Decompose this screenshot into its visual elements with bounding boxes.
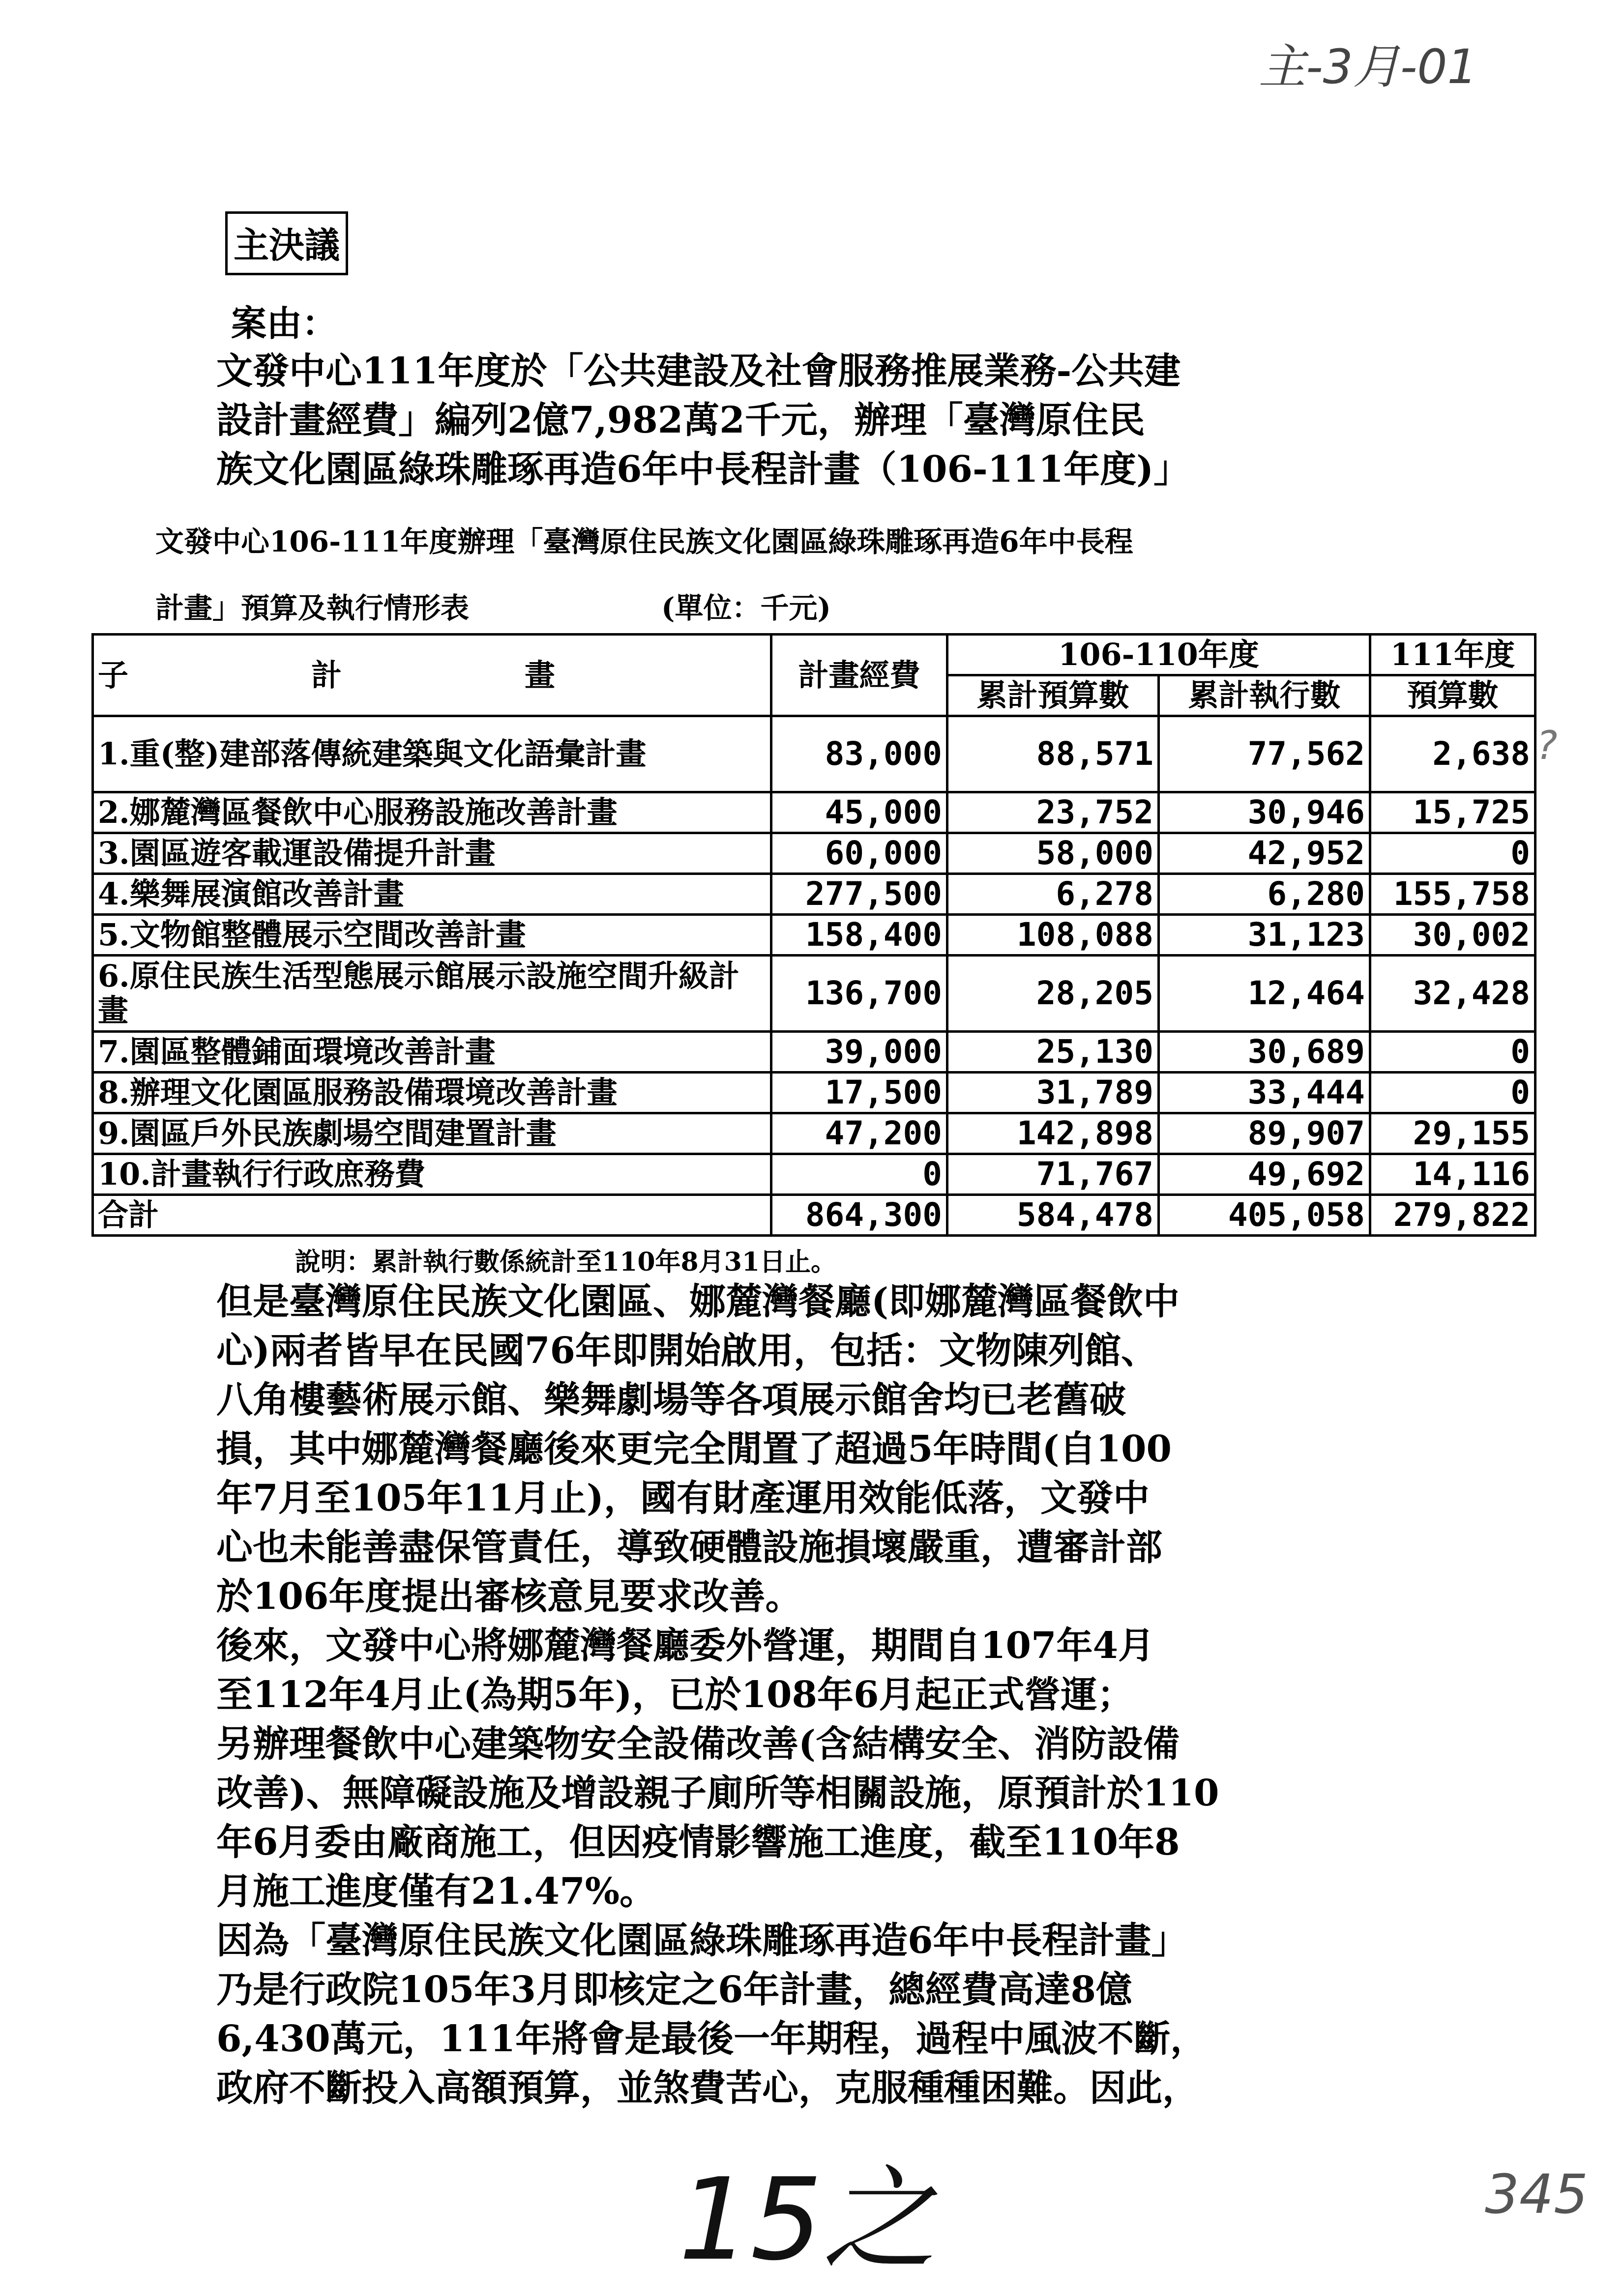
para-line: 八角樓藝術展示館、樂舞劇場等各項展示館舍均已老舊破 <box>216 1379 1126 1421</box>
row-cum-budget: 88,571 <box>947 716 1159 792</box>
header-cum-budget: 累計預算數 <box>947 675 1159 716</box>
table-total-row <box>93 1195 1535 1236</box>
row-cum-budget: 23,752 <box>947 792 1159 833</box>
row-111: 15,725 <box>1370 792 1535 833</box>
table-row <box>93 1113 1535 1154</box>
row-budget: 60,000 <box>771 833 947 874</box>
row-cum-exec: 33,444 <box>1159 1073 1370 1113</box>
table-row <box>93 1154 1535 1195</box>
para-line: 月施工進度僅有21.47%。 <box>216 1870 656 1913</box>
table-row <box>93 1032 1535 1073</box>
case-line: 族文化園區綠珠雕琢再造6年中長程計畫（106-111年度)」 <box>216 448 1190 491</box>
row-name: 8.辦理文化園區服務設備環境改善計畫 <box>93 1073 771 1113</box>
row-name: 2.娜麓灣區餐飲中心服務設施改善計畫 <box>93 792 771 833</box>
para-line: 政府不斷投入高額預算，並煞費苦心，克服種種困難。因此， <box>216 2067 1199 2109</box>
para-line: 另辦理餐飲中心建築物安全設備改善(含結構安全、消防設備 <box>216 1723 1180 1765</box>
row-111: 32,428 <box>1370 956 1535 1032</box>
para-line: 年7月至105年11月止)，國有財產運用效能低落，文發中 <box>216 1477 1150 1519</box>
row-cum-exec: 6,280 <box>1159 874 1370 915</box>
resolution-stamp: 主決議 <box>225 211 348 275</box>
header-111: 111年度 <box>1370 635 1535 675</box>
row-111: 14,116 <box>1370 1154 1535 1195</box>
para-line: 乃是行政院105年3月即核定之6年計畫，總經費高達8億 <box>216 1969 1132 2011</box>
corner-page-number: 345 <box>1485 2163 1588 2226</box>
table-row <box>93 956 1535 1032</box>
row-name: 5.文物館整體展示空間改善計畫 <box>93 915 771 956</box>
row-cum-budget: 28,205 <box>947 956 1159 1032</box>
table-row <box>93 833 1535 874</box>
row-cum-budget: 6,278 <box>947 874 1159 915</box>
paragraph-2 <box>216 1621 1514 1916</box>
case-heading: 案由： <box>231 302 338 344</box>
total-cum-exec: 405,058 <box>1159 1195 1370 1236</box>
row-budget: 45,000 <box>771 792 947 833</box>
table-row <box>93 915 1535 956</box>
para-line: 心也未能善盡保管責任，導致硬體設施損壞嚴重，遭審計部 <box>216 1526 1162 1569</box>
row-111: 29,155 <box>1370 1113 1535 1154</box>
row-budget: 39,000 <box>771 1032 947 1073</box>
header-subplan: 子 計 畫 <box>93 635 771 716</box>
row-111: 0 <box>1370 1073 1535 1113</box>
row-budget: 277,500 <box>771 874 947 915</box>
total-111: 279,822 <box>1370 1195 1535 1236</box>
row-cum-exec: 30,689 <box>1159 1032 1370 1073</box>
row-cum-budget: 31,789 <box>947 1073 1159 1113</box>
case-description <box>216 347 1514 494</box>
row-name: 10.計畫執行行政庶務費 <box>93 1154 771 1195</box>
table-row <box>93 792 1535 833</box>
row-cum-exec: 49,692 <box>1159 1154 1370 1195</box>
para-line: 但是臺灣原住民族文化園區、娜麓灣餐廳(即娜麓灣區餐飲中 <box>216 1280 1180 1323</box>
row-budget: 158,400 <box>771 915 947 956</box>
row-name: 7.園區整體鋪面環境改善計畫 <box>93 1032 771 1073</box>
row-cum-exec: 12,464 <box>1159 956 1370 1032</box>
para-line: 6,430萬元，111年將會是最後一年期程，過程中風波不斷， <box>216 2018 1207 2060</box>
row-budget: 83,000 <box>771 716 947 792</box>
row-111: 155,758 <box>1370 874 1535 915</box>
case-line: 文發中心111年度於「公共建設及社會服務推展業務-公共建 <box>216 350 1181 392</box>
row-cum-budget: 58,000 <box>947 833 1159 874</box>
header-plan-budget: 計畫經費 <box>771 635 947 716</box>
total-name: 合計 <box>93 1195 771 1236</box>
total-cum-budget: 584,478 <box>947 1195 1159 1236</box>
row-111: 2,638 <box>1370 716 1535 792</box>
row-111: 30,002 <box>1370 915 1535 956</box>
table-title-cont: 計畫」預算及執行情形表 <box>155 591 470 625</box>
row-111: 0 <box>1370 1032 1535 1073</box>
para-line: 於106年度提出審核意見要求改善。 <box>216 1575 802 1618</box>
row-cum-budget: 142,898 <box>947 1113 1159 1154</box>
para-line: 年6月委由廠商施工，但因疫情影響施工進度，截至110年8 <box>216 1821 1180 1863</box>
row-name: 1.重(整)建部落傳統建築與文化語彙計畫 <box>93 716 771 792</box>
margin-note: 主-3月-01 <box>1259 39 1477 94</box>
para-line: 後來，文發中心將娜麓灣餐廳委外營運，期間自107年4月 <box>216 1625 1154 1667</box>
table-unit: (單位：千元) <box>661 591 831 625</box>
row-budget: 47,200 <box>771 1113 947 1154</box>
table-row <box>93 1073 1535 1113</box>
handwritten-page-number: 15之 <box>679 2154 936 2286</box>
row-cum-exec: 31,123 <box>1159 915 1370 956</box>
header-period: 106-110年度 <box>947 635 1370 675</box>
budget-table <box>91 633 1536 1237</box>
table-title: 文發中心106-111年度辦理「臺灣原住民族文化園區綠珠雕琢再造6年中長程 <box>155 525 1133 558</box>
row-cum-budget: 71,767 <box>947 1154 1159 1195</box>
margin-question-mark: ? <box>1536 723 1558 768</box>
row-name: 6.原住民族生活型態展示館展示設施空間升級計畫 <box>93 956 771 1032</box>
row-budget: 136,700 <box>771 956 947 1032</box>
row-name: 9.園區戶外民族劇場空間建置計畫 <box>93 1113 771 1154</box>
para-line: 心)兩者皆早在民國76年即開始啟用，包括：文物陳列館、 <box>216 1330 1157 1372</box>
row-cum-budget: 108,088 <box>947 915 1159 956</box>
para-line: 至112年4月止(為期5年)，已於108年6月起正式營運； <box>216 1674 1134 1716</box>
row-cum-exec: 30,946 <box>1159 792 1370 833</box>
table-row <box>93 716 1535 792</box>
table-row <box>93 874 1535 915</box>
table-note: 說明：累計執行數係統計至110年8月31日止。 <box>295 1247 837 1277</box>
paragraph-3 <box>216 1916 1514 2113</box>
total-budget: 864,300 <box>771 1195 947 1236</box>
row-111: 0 <box>1370 833 1535 874</box>
row-name: 4.樂舞展演館改善計畫 <box>93 874 771 915</box>
row-budget: 17,500 <box>771 1073 947 1113</box>
row-cum-exec: 77,562 <box>1159 716 1370 792</box>
para-line: 改善)、無障礙設施及增設親子廁所等相關設施，原預計於110 <box>216 1772 1219 1814</box>
header-cum-exec: 累計執行數 <box>1159 675 1370 716</box>
row-cum-budget: 25,130 <box>947 1032 1159 1073</box>
row-cum-exec: 42,952 <box>1159 833 1370 874</box>
paragraph-1 <box>216 1277 1514 1621</box>
row-budget: 0 <box>771 1154 947 1195</box>
header-111-budget: 預算數 <box>1370 675 1535 716</box>
row-cum-exec: 89,907 <box>1159 1113 1370 1154</box>
row-name: 3.園區遊客載運設備提升計畫 <box>93 833 771 874</box>
para-line: 因為「臺灣原住民族文化園區綠珠雕琢再造6年中長程計畫」 <box>216 1919 1188 1962</box>
case-line: 設計畫經費」編列2億7,982萬2千元，辦理「臺灣原住民 <box>216 399 1145 441</box>
para-line: 損，其中娜麓灣餐廳後來更完全閒置了超過5年時間(自100 <box>216 1428 1172 1470</box>
